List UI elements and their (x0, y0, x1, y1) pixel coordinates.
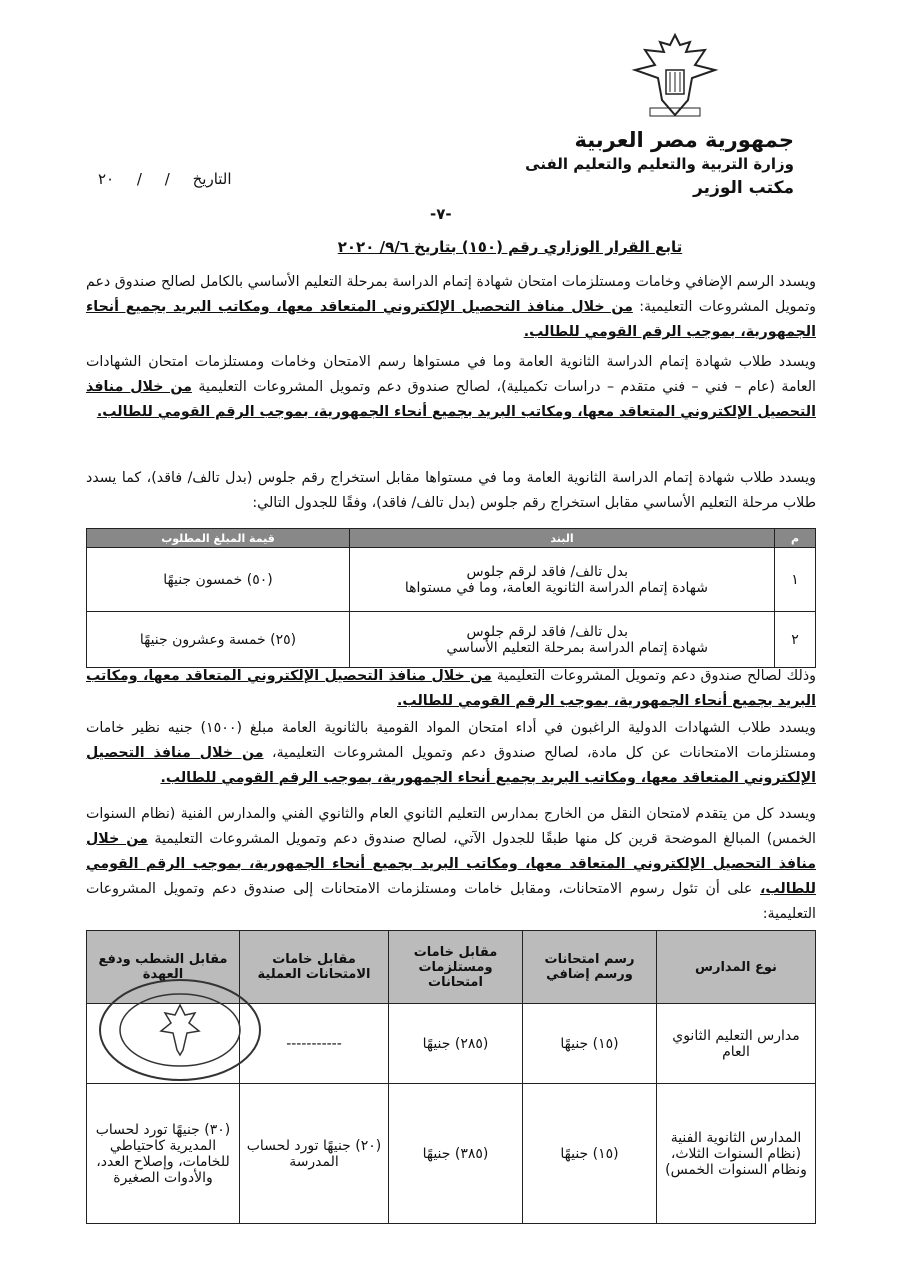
p1-text: ويسدد الرسم الإضافي وخامات ومستلزمات امتحان شهادة إتمام الدراسة بمرحلة التعليم الأساسي بالكامل لصالح صندوق دعم وتمويل المشروعات التعليمية: (86, 274, 816, 315)
p4-bold: من خلال منافذ التحصيل الإلكتروني المتعاقد معها، ومكاتب البريد بجميع أنحاء الجمهورية، بموجب الرقم القومي للطالب. (86, 668, 816, 709)
page-number: -٧- (430, 205, 452, 223)
cell-materials: (٢٨٥) جنيهًا (389, 1004, 523, 1084)
table-row (87, 548, 816, 612)
col-header-num: م (775, 529, 816, 548)
row-item-line1: بدل تالف/ فاقد لرقم جلوس (466, 623, 628, 640)
paragraph-4 (86, 664, 816, 714)
table-header-row (87, 529, 816, 548)
col-header-item: البند (350, 529, 775, 548)
p5-bold: من خلال منافذ التحصيل الإلكتروني المتعاقد معها، ومكاتب البريد بجميع أنحاء الجمهورية، بموجب الرقم القومي للطالب. (86, 745, 816, 786)
row-item-line1: بدل تالف/ فاقد لرقم جلوس (466, 563, 628, 580)
cell-custody: (٣٠) جنيهًا تورد لحساب المديرية كاحتياطي للخامات، وإصلاح العدد، والأدوات الصغيرة (87, 1084, 240, 1224)
p3-text: ويسدد طلاب شهادة إتمام الدراسة الثانوية العامة وما في مستواها مقابل استخراج رقم جلوس (بدل تالف/ فاقد)، كما يسدد طلاب مرحلة التعليم الأساسي مقابل استخراج رقم جلوس (بدل تالف/ فاقد)، وفقًا للجدول التالي: (86, 470, 816, 511)
p2-text: ويسدد طلاب شهادة إتمام الدراسة الثانوية العامة وما في مستواها رسم الامتحان وخامات ومستلزمات امتحان الشهادات العامة (عام – فني – فني متقدم – دراسات تكميلية)، لصالح صندوق دعم وتمويل المشروعات التعليمية (86, 354, 816, 395)
cell-practical: ----------- (240, 1004, 389, 1084)
cell-materials: (٣٨٥) جنيهًا (389, 1084, 523, 1224)
p2-bold: من خلال منافذ التحصيل الإلكتروني المتعاقد معها، ومكاتب البريد بجميع أنحاء الجمهورية، بموجب الرقم القومي للطالب. (86, 379, 816, 420)
row-number: ٢ (775, 612, 816, 668)
row-item (350, 548, 775, 612)
col-header-custody: مقابل الشطب ودفع العهدة (87, 931, 240, 1004)
row-amount: (٥٠) خمسون جنيهًا (87, 548, 350, 612)
cell-school-type: المدارس الثانوية الفنية (نظام السنوات الثلاث، ونظام السنوات الخمس) (657, 1084, 816, 1224)
row-amount: (٢٥) خمسة وعشرون جنيهًا (87, 612, 350, 668)
eagle-emblem-icon (620, 30, 730, 120)
paragraph-1 (86, 270, 816, 345)
p6-text: ويسدد كل من يتقدم لامتحان النقل من الخارج بمدارس التعليم الثانوي العام والثانوي الفني والمدارس الفنية (نظام السنوات الخمس) المبالغ الموضحة قرين كل منها طبقًا للجدول الآتي، لصالح صندوق دعم وتمويل المشروعات التعليمية (86, 806, 816, 847)
row-item-line2: شهادة إتمام الدراسة بمرحلة التعليم الأساسي (446, 639, 708, 656)
col-header-practical: مقابل خامات الامتحانات العملية (240, 931, 389, 1004)
seat-number-fee-table (86, 528, 816, 668)
p6-tail: على أن تئول رسوم الامتحانات، ومقابل خامات ومستلزمات الامتحانات إلى صندوق دعم وتمويل المشروعات التعليمية: (86, 881, 816, 922)
date-year: ٢٠ (98, 170, 115, 188)
official-stamp-icon (95, 975, 265, 1085)
paragraph-6 (86, 802, 816, 927)
cell-practical: (٢٠) جنيهًا تورد لحساب المدرسة (240, 1084, 389, 1224)
decree-title: تابع القرار الوزاري رقم (١٥٠) بتاريخ ٩/٦/ ٢٠٢٠ (337, 238, 683, 256)
table-row (87, 1084, 816, 1224)
col-header-materials: مقابل خامات ومستلزمات امتحانات (389, 931, 523, 1004)
row-item (350, 612, 775, 668)
p4-text: وذلك لصالح صندوق دعم وتمويل المشروعات التعليمية (496, 668, 816, 684)
row-item-line2: شهادة إتمام الدراسة الثانوية العامة، وما في مستواها (404, 579, 708, 596)
date-label: التاريخ (192, 170, 232, 188)
row-number: ١ (775, 548, 816, 612)
p6-bold: من خلال منافذ التحصيل الإلكتروني المتعاقد معها، ومكاتب البريد بجميع أنحاء الجمهورية، بموجب الرقم القومي للطالب، (86, 831, 816, 897)
date-sep-1: / (164, 170, 170, 188)
paragraph-2 (86, 350, 816, 425)
header-office: مكتب الوزير (693, 178, 794, 198)
p5-text: ويسدد طلاب الشهادات الدولية الراغبون في أداء امتحان المواد القومية بالثانوية العامة مبلغ (١٥٠٠) جنيه نظير خامات ومستلزمات الامتحانات عن كل مادة، لصالح صندوق دعم وتمويل المشروعات التعليمية، (86, 720, 817, 761)
col-header-school-type: نوع المدارس (657, 931, 816, 1004)
paragraph-3 (86, 466, 816, 516)
ministry-header (525, 128, 794, 200)
col-header-amount: قيمة المبلغ المطلوب (87, 529, 350, 548)
col-header-fee: رسم امتحانات ورسم إضافي (523, 931, 657, 1004)
date-sep-2: / (136, 170, 142, 188)
date-line (80, 170, 232, 188)
cell-fee: (١٥) جنيهًا (523, 1084, 657, 1224)
paragraph-5 (86, 716, 816, 791)
cell-fee: (١٥) جنيهًا (523, 1004, 657, 1084)
table-row (87, 612, 816, 668)
header-ministry: وزارة التربية والتعليم والتعليم الفنى (525, 155, 794, 173)
cell-school-type: مدارس التعليم الثانوي العام (657, 1004, 816, 1084)
header-country: جمهورية مصر العربية (574, 128, 794, 152)
p1-bold: من خلال منافذ التحصيل الإلكتروني المتعاقد معها، ومكاتب البريد بجميع أنحاء الجمهورية، بموجب الرقم القومي للطالب. (86, 299, 816, 340)
